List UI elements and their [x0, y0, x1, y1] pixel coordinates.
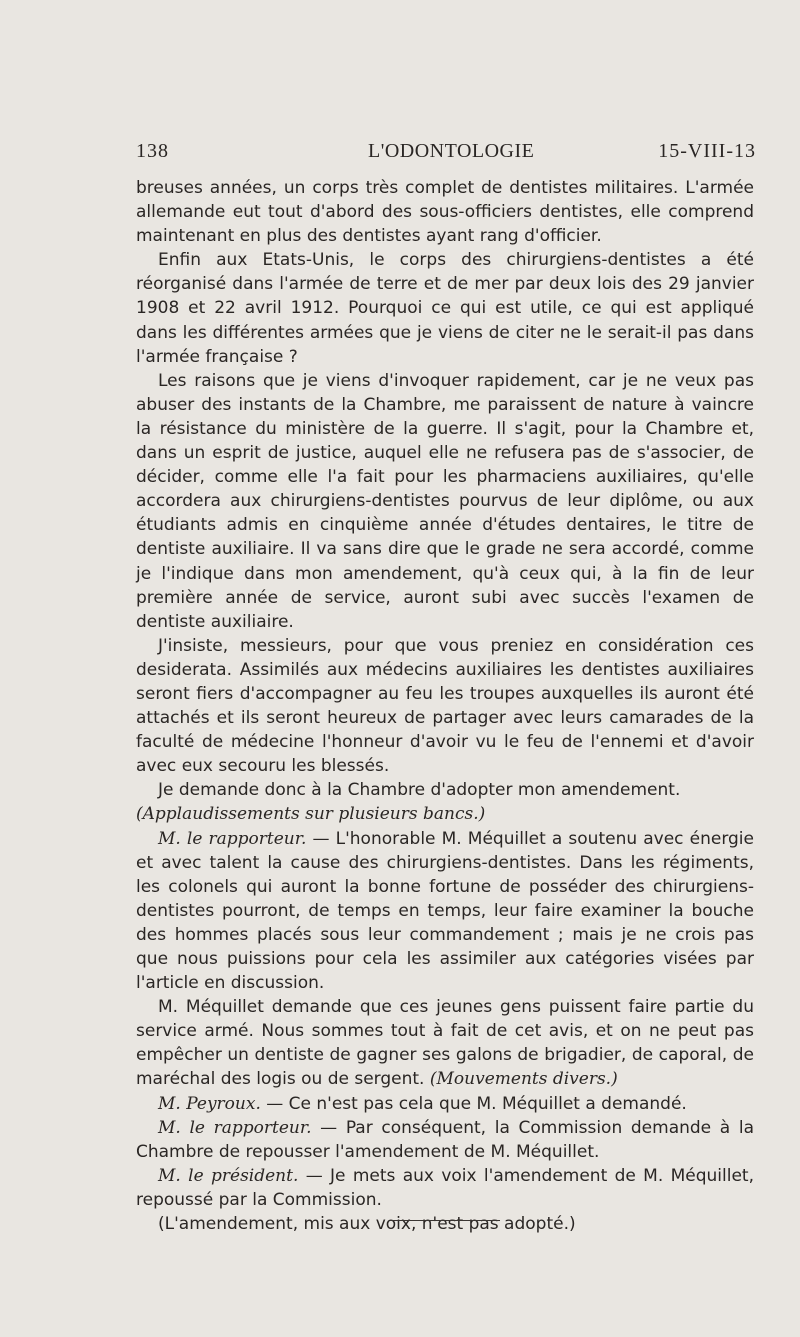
- journal-title: L'ODONTOLOGIE: [368, 140, 535, 162]
- section-divider: [390, 1220, 500, 1221]
- speaker-president: M. le président.: [158, 1165, 299, 1186]
- paragraph-5: [136, 778, 754, 826]
- paragraph-6: [136, 827, 754, 996]
- paragraph-1: breuses années, un corps très complet de dentistes militaires. L'armée allemande eut tout d'abord des sous-officiers dentistes, elle comprend maintenant en plus des dentistes ayant rang d'officier.: [136, 178, 754, 247]
- paragraph-11: (L'amendement, mis aux voix, n'est pas adopté.): [158, 1214, 576, 1235]
- paragraph-8: [136, 1092, 754, 1116]
- paragraph-10-text: — Je mets aux voix l'amendement de M. Méquillet, repoussé par la Commission.: [136, 1165, 754, 1210]
- paragraph-3: Les raisons que je viens d'invoquer rapidement, car je ne veux pas abuser des instants de la Chambre, me paraissent de nature à vaincre la résistance du ministère de la guerre. Il s'agit, pour la Chambre et, dans un esprit de justice, auquel elle ne refusera pas de s'associer, de décider, comme elle l'a fait pour les pharmaciens auxiliaires, qu'elle accordera aux chirurgiens-dentistes pourvus de leur diplôme, ou aux étudiants admis en cinquième année d'études dentaires, le titre de dentiste auxiliaire. Il va sans dire que le grade ne sera accordé, comme je l'indique dans mon amendement, qu'à ceux qui, à la fin de leur première année de service, auront subi avec succès l'examen de dentiste auxiliaire.: [136, 370, 754, 632]
- speaker-rapporteur: M. le rapporteur.: [158, 828, 307, 849]
- issue-date: 15-VIII-13: [658, 140, 756, 162]
- paragraph-7: [136, 995, 754, 1091]
- paragraph-6-text: — L'honorable M. Méquillet a soutenu avec énergie et avec talent la cause des chirurgiens-dentistes. Dans les régiments, les colonels qui auront la bonne fortune de posséder des chirurgiens-dentistes pourront, de temps en temps, leur faire examiner la bouche des hommes placés sous leur commandement ; mais je ne crois pas que nous puissions pour cela les assimiler aux catégories visées par l'article en discussion.: [136, 828, 754, 994]
- movements-note: (Mouvements divers.): [429, 1069, 618, 1090]
- speaker-peyroux: M. Peyroux.: [158, 1093, 261, 1114]
- paragraph-7-text: M. Méquillet demande que ces jeunes gens puissent faire partie du service armé. Nous sommes tout à fait de cet avis, et on ne peut pas empêcher un dentiste de gagner ses galons de brigadier, de caporal, de maréchal des logis ou de sergent.: [136, 997, 754, 1090]
- body-text: [136, 176, 754, 1236]
- speaker-rapporteur-2: M. le rapporteur.: [158, 1117, 312, 1138]
- paragraph-9: [136, 1116, 754, 1164]
- paragraph-8-text: — Ce n'est pas cela que M. Méquillet a demandé.: [260, 1093, 687, 1114]
- paragraph-2: Enfin aux Etats-Unis, le corps des chirurgiens-dentistes a été réorganisé dans l'armée de terre et de mer par deux lois des 29 janvier 1908 et 22 avril 1912. Pourquoi ce qui est utile, ce qui est appliqué dans les différentes armées que je viens de citer ne le serait-il pas dans l'armée française ?: [136, 250, 754, 367]
- paragraph-9-text: — Par conséquent, la Commission demande à la Chambre de repousser l'amendement de M. Méquillet.: [136, 1117, 754, 1162]
- applause-note: (Applaudissements sur plusieurs bancs.): [136, 804, 486, 825]
- running-header: [136, 140, 756, 170]
- paragraph-4: J'insiste, messieurs, pour que vous preniez en considération ces desiderata. Assimilés aux médecins auxiliaires les dentistes auxiliaires seront fiers d'accompagner au feu les troupes auxquelles ils auront été attachés et ils seront heureux de partager avec leurs camarades de la faculté de médecine l'honneur d'avoir vu le feu de l'ennemi et d'avoir avec eux secouru les blessés.: [136, 635, 754, 777]
- page-number: 138: [136, 140, 169, 162]
- paragraph-5-text: Je demande donc à la Chambre d'adopter mon amendement.: [158, 780, 681, 801]
- paragraph-10: [136, 1164, 754, 1212]
